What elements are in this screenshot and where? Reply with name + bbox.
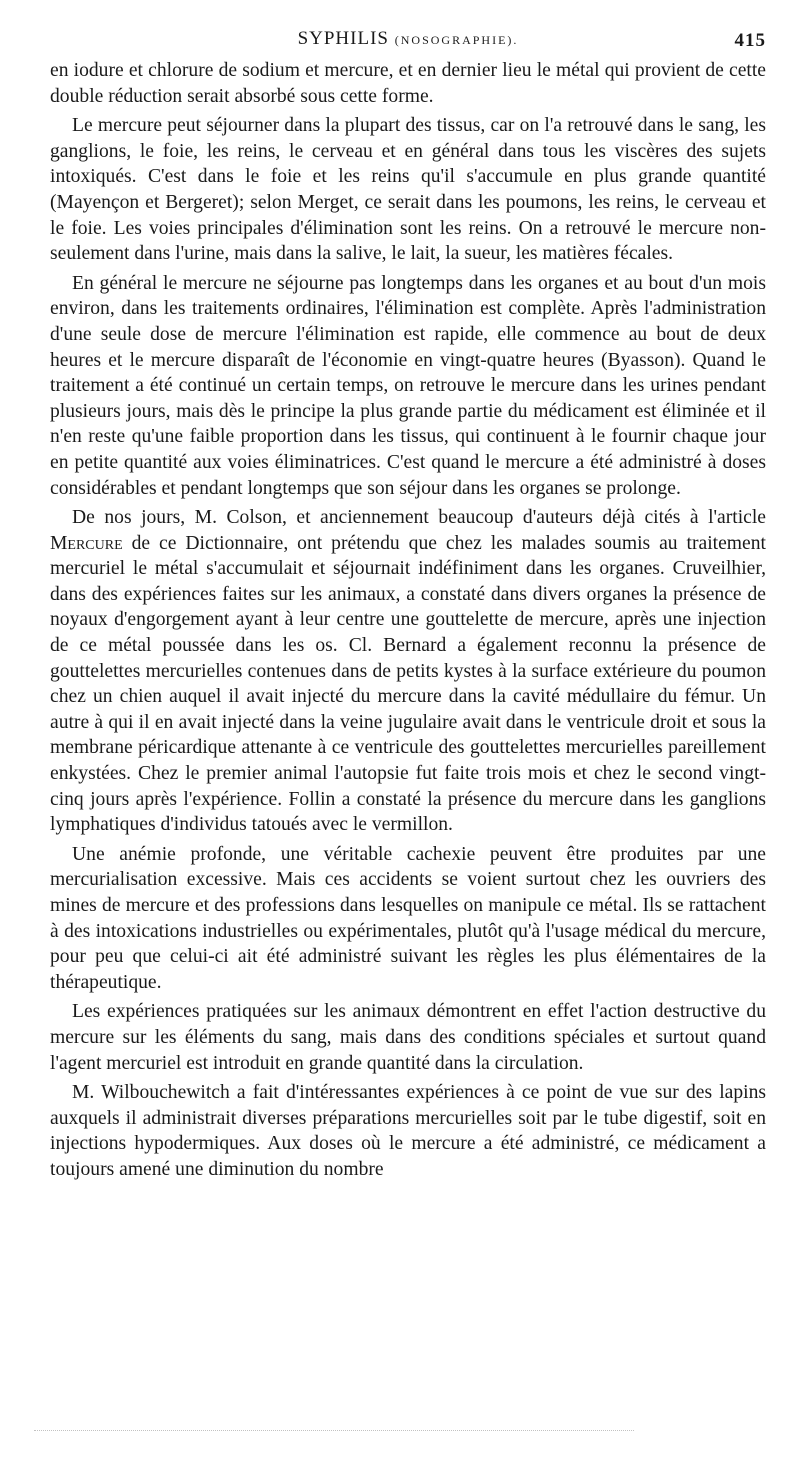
paragraph-4 (50, 505, 766, 838)
paragraph-2: Le mercure peut séjourner dans la plupart des tissus, car on l'a retrouvé dans le sang, les ganglions, le foie, les reins, le cerveau et en général dans tous les viscères des sujets intoxiqués. C'est dans le foie et les reins qu'il s'accumule en plus grande quantité (Mayençon et Bergeret); selon Merget, ce serait dans les poumons, les reins, le cerveau et le foie. Les voies principales d'élimination sont les reins. On a retrouvé le mercure non-seulement dans l'urine, mais dans la salive, le lait, la sueur, les matières fécales. (50, 115, 766, 265)
paragraph-4-part-1: De nos jours, M. Colson, et anciennement beaucoup d'auteurs déjà cités à l'article (72, 507, 766, 529)
paragraph-3: En général le mercure ne séjourne pas longtemps dans les organes et au bout d'un mois environ, dans les traitements ordinaires, l'élimination est complète. Après l'administration d'une seule dose de mercure l'élimination est rapide, elle commence au bout de deux heures et le mercure disparaît de l'économie en vingt-quatre heures (Byasson). Quand le traitement a été continué un certain temps, on retrouve le mercure dans les urines pendant plusieurs jours, mais dès le principe la plus grande partie du médicament est éliminée et il n'en reste qu'une faible proportion dans les tissus, qui continuent à le fournir chaque jour en petite quantité aux voies éliminatrices. C'est quand le mercure a été administré à doses considérables et pendant longtemps que son séjour dans les organes se prolonge. (50, 272, 766, 499)
body-text (50, 58, 766, 1183)
footer-bleed-line (34, 1430, 634, 1437)
running-head (50, 28, 766, 58)
paragraph-7: M. Wilbouchewitch a fait d'intéressantes expériences à ce point de vue sur des lapins auxquels il administrait diverses préparations mercurielles soit par le tube digestif, soit en injections hypodermiques. Aux doses où le mercure a été administré, ce médicament a toujours amené une diminution du nombre (50, 1082, 766, 1180)
paragraph-6: Les expériences pratiquées sur les animaux démontrent en effet l'action destructive du mercure sur les éléments du sang, mais dans des conditions spéciales et surtout quand l'agent mercuriel est introduit en grande quantité dans la circulation. (50, 1001, 766, 1074)
running-title (50, 28, 766, 50)
dictionary-article-reference: Mercure (50, 532, 123, 554)
running-title-sub: (NOSOGRAPHIE). (394, 33, 519, 47)
paragraph-4-part-2: de ce Dictionnaire, ont prétendu que chez les malades soumis au traitement mercuriel le métal s'accumulait et séjournait indéfiniment dans les organes. Cruveilhier, dans des expériences faites sur les animaux, a constaté dans divers organes la présence de noyaux d'engorgement ayant à leur centre une gouttelette de mercure, après une injection de ce métal poussée dans les os. Cl. Bernard a également reconnu la présence de gouttelettes mercurielles contenues dans de petits kystes à la surface extérieure du poumon chez un chien auquel il avait injecté du mercure dans la cavité médullaire du fémur. Un autre à qui il en avait injecté dans la veine jugulaire avait dans le ventricule droit et sous la membrane péricardique attenante à ce ventricule des gouttelettes mercurielles pareillement enkystées. Chez le premier animal l'autopsie fut faite trois mois et chez le second vingt-cinq jours après l'expérience. Follin a constaté la présence du mercure dans les ganglions lymphatiques d'individus tatoués avec le vermillon. (50, 532, 766, 836)
page-number: 415 (734, 30, 766, 51)
book-page (50, 28, 766, 1183)
running-title-main: SYPHILIS (297, 28, 389, 49)
paragraph-5: Une anémie profonde, une véritable cachexie peuvent être produites par une mercurialisation excessive. Mais ces accidents se voient surtout chez les ouvriers des mines de mercure et des professions dans lesquelles on manipule ce métal. Ils se rattachent à des intoxications industrielles ou expérimentales, plutôt qu'à l'usage médical du mercure, pour peu que celui-ci ait été administré suivant les règles les plus élémentaires de la thérapeutique. (50, 843, 766, 993)
paragraph-1: en iodure et chlorure de sodium et mercure, et en dernier lieu le métal qui provient de cette double réduction serait absorbé sous cette forme. (50, 60, 766, 107)
